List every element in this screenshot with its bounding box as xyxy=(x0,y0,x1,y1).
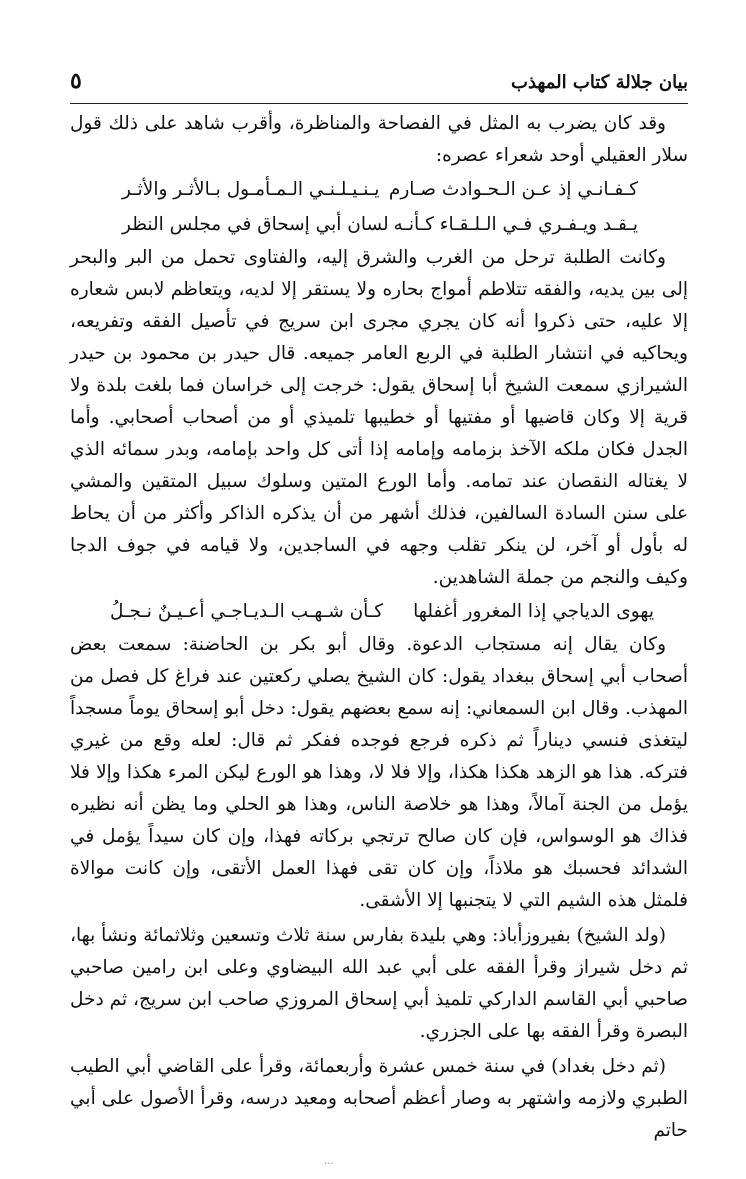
header-rule xyxy=(70,103,688,104)
body-text xyxy=(70,108,688,1147)
verse-line-2 xyxy=(70,207,688,242)
paragraph-4: (ولد الشيخ) بفيروزأباذ: وهي بليدة بفارس سنة ثلاث وتسعين وثلاثمائة ونشأ بها، ثم دخل شيراز وقرأ الفقه على أبي عبد الله البيضاوي وعلى ابن رامين صاحبي صاحبي أبي القاسم الداركي تلميذ أبي إسحاق المروزي صاحب ابن سريج، ثم دخل البصرة وقرأ الفقه بها على الجزري. xyxy=(70,925,688,1042)
paragraph-5: (ثم دخل بغداد) في سنة خمس عشرة وأربعمائة، وقرأ على القاضي أبي الطيب الطبري ولازمه واشتهر به وصار أعظم أصحابه ومعيد درسه، وقرأ الأصول على أبي حاتم xyxy=(70,1056,688,1141)
verse-1-second-hemistich: يـنـيـلـنـي الـمـأمـول بـالأثـر والأثـر xyxy=(122,179,380,200)
paragraph-2: وكانت الطلبة ترحل من الغرب والشرق إليه، والفتاوى تحمل من البر والبحر إلى بين يديه، والفقه تتلاطم أمواج بحاره ولا يستقر إلا لديه، ويتعاظم لابس شعاره إلا عليه، حتى ذكروا أنه كان يجري مجرى ابن سريج في تأصيل الفقه وتفريعه، ويحاكيه في انتشار الطلبة في الربع العامر جميعه. قال حيدر بن محمود بن حيدر الشيرازي سمعت الشيخ أبا إسحاق يقول: خرجت إلى خراسان فما بلغت بلدة ولا قرية إلا وكان قاضيها أو مفتيها أو خطيبها تلميذي أو من أصحاب أصحابي. وأما الجدل فكان ملكه الآخذ بزمامه وإمامه إذا أتى كل واحد بإمامه، وبدر سمائه الذي لا يغتاله النقصان عند تمامه. وأما الورع المتين وسلوك سبيل المتقين والمشي على سنن السادة السالفين، فذلك أشهر من أن يذكره الذاكر وأكثر من أن يحاط له بأول أو آخر، لن ينكر تقلب وجهه في الساجدين، ولا قيامه في جوف الدجا وكيف والنجم من جملة الشاهدين. xyxy=(70,247,688,588)
running-title: بيان جلالة كتاب المهذب xyxy=(511,72,688,93)
page-header xyxy=(70,66,688,100)
verse-2-second-hemistich: لسان أبي إسحاق في مجلس النظر xyxy=(122,214,389,235)
verse-1-first-hemistich: كـفـانـي إذ عـن الـحـوادث صـارم xyxy=(388,179,638,200)
verse-line-1 xyxy=(70,172,688,207)
verse-line-3 xyxy=(70,594,688,629)
page-number: ٥ xyxy=(70,68,82,94)
verse-3-first-hemistich: يهوى الدياجي إذا المغرور أغفلها xyxy=(413,601,654,622)
paragraph-1: وقد كان يضرب به المثل في الفصاحة والمناظرة، وأقرب شاهد على ذلك قول سلار العقيلي أوحد شعراء عصره: xyxy=(70,113,688,166)
verse-2-first-hemistich: يـقـد ويـفـري فـي الـلـقـاء كـأنـه xyxy=(393,214,638,235)
verse-3-second-hemistich: كـأن شـهـب الـديـاجـي أعـيـنٌ نـجـلُ xyxy=(110,601,384,622)
footer-mark: ... xyxy=(324,1156,334,1167)
paragraph-3: وكان يقال إنه مستجاب الدعوة. وقال أبو بكر بن الحاضنة: سمعت بعض أصحاب أبي إسحاق ببغداد يقول: كان الشيخ يصلي ركعتين عند فراغ كل فصل من المهذب. وقال ابن السمعاني: إنه سمع بعضهم يقول: دخل أبو إسحاق يوماً مسجداً ليتغذى فنسي ديناراً ثم ذكره فرجع فوجده ففكر ثم قال: لعله وقع من غيري فتركه. هذا هو الزهد هكذا هكذا، وإلا فلا لا، وهذا هو الورع ليكن المرء هكذا وإلا فلا يؤمل من الجنة آمالاً، وهذا هو خلاصة الناس، وهذا هو الحلي وما يظن أنه نظيره فذاك هو الوسواس، فإن كان صالح ترتجي بركاته فهذا، وإن كان سيداً يؤمل في الشدائد فحسبك هو ملاذاً، وإن كان تقى فهذا العمل الأتقى، وإن كانت موالاة فلمثل هذه الشيم التي لا يتجنبها إلا الأشقى. xyxy=(70,634,688,911)
